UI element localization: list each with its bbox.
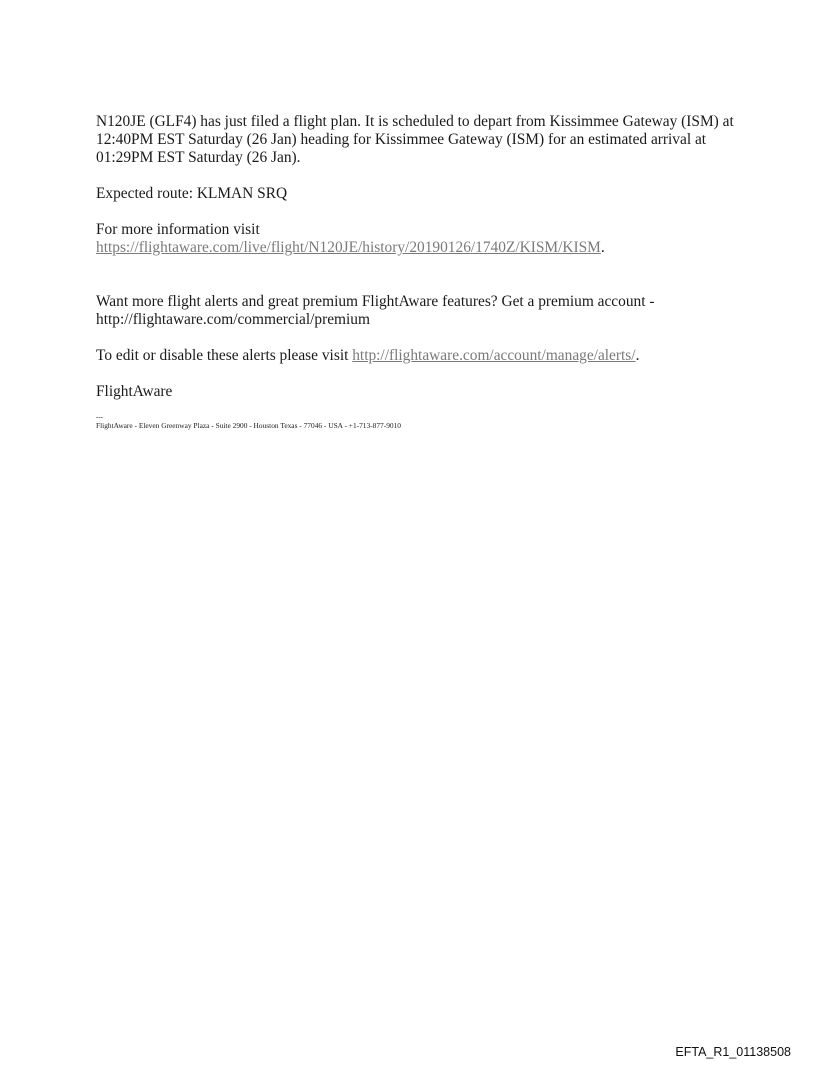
premium-promo: Want more flight alerts and great premium FlightAware features? Get a premium account - http://flightaware.com/commercial/premium (96, 293, 655, 328)
more-info-paragraph (96, 221, 736, 257)
manage-alerts-link[interactable]: http://flightaware.com/account/manage/alerts/ (352, 347, 636, 364)
email-footer (96, 413, 736, 430)
edit-alerts-label: To edit or disable these alerts please visit (96, 347, 353, 364)
email-body (96, 113, 736, 430)
expected-route: Expected route: KLMAN SRQ (96, 185, 288, 202)
footer-separator: --- (96, 413, 103, 421)
footer-address: FlightAware - Eleven Greenway Plaza - Suite 2900 - Houston Texas - 77046 - USA - +1-713-877-9010 (96, 421, 401, 430)
signature: FlightAware (96, 383, 173, 400)
flight-history-link[interactable]: https://flightaware.com/live/flight/N120JE/history/20190126/1740Z/KISM/KISM (96, 239, 601, 256)
flight-plan-summary: N120JE (GLF4) has just filed a flight plan. It is scheduled to depart from Kissimmee Gateway (ISM) at 12:40PM EST Saturday (26 Jan) heading for Kissimmee Gateway (ISM) for an estimated arrival at 01:29PM EST Saturday (26 Jan). (96, 113, 734, 166)
document-id: EFTA_R1_01138508 (675, 1045, 791, 1059)
more-info-period: . (600, 239, 605, 256)
more-info-label: For more information visit (96, 221, 260, 238)
edit-alerts-paragraph (96, 347, 736, 365)
edit-alerts-period: . (635, 347, 640, 364)
